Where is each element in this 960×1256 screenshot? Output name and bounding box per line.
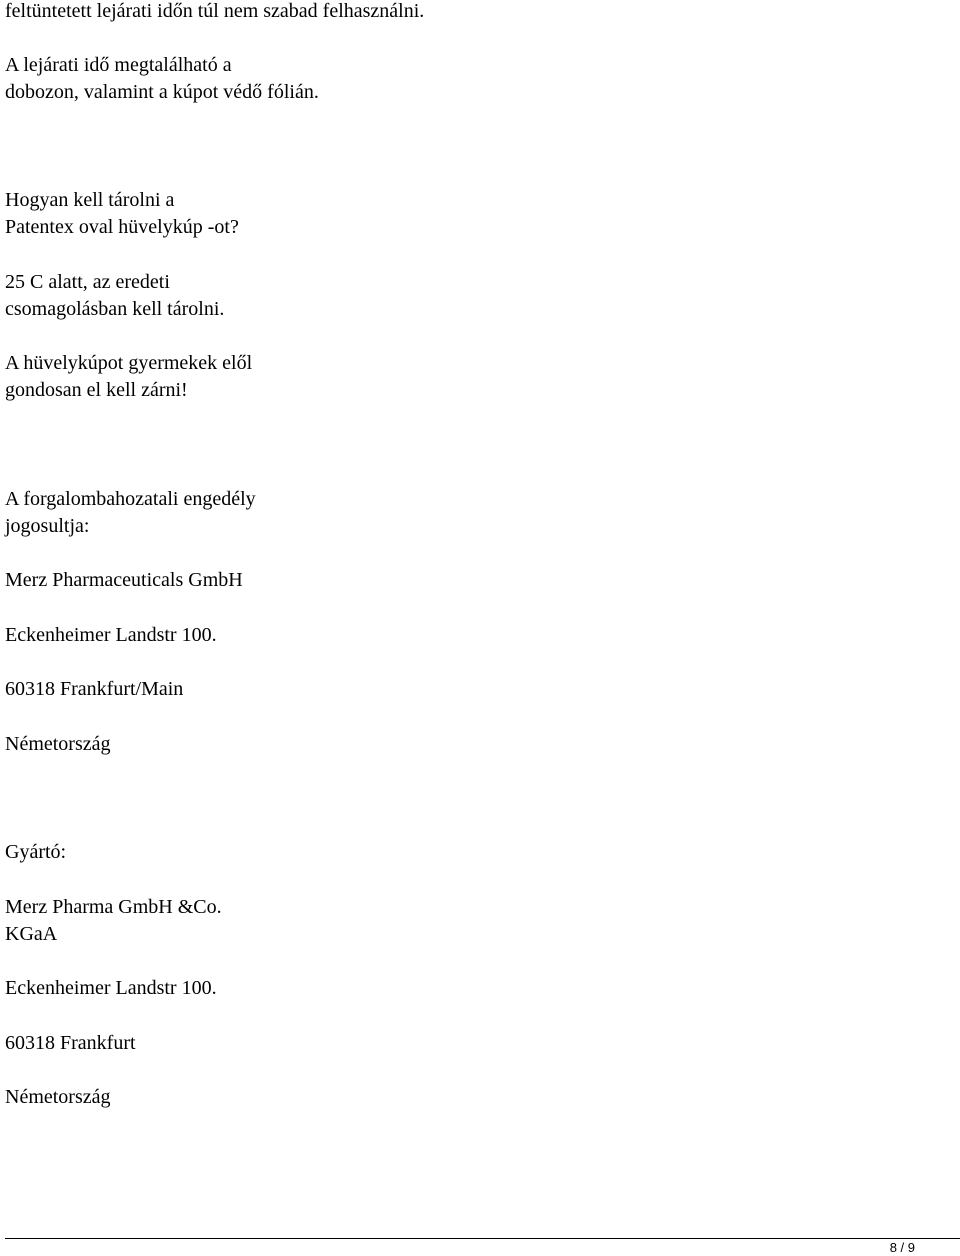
manufacturer-country: Németország: [5, 1086, 111, 1108]
mah-company-name: Merz Pharmaceuticals GmbH: [5, 569, 243, 591]
mah-street-address: Eckenheimer Landstr 100.: [5, 624, 217, 646]
text-line-storage-temp-1: 25 C alatt, az eredeti: [5, 271, 170, 293]
section-heading-storage-2: Patentex oval hüvelykúp -ot?: [5, 216, 239, 238]
footer-divider: [5, 1238, 960, 1239]
section-heading-storage-1: Hogyan kell tárolni a: [5, 189, 175, 211]
mah-country: Németország: [5, 733, 111, 755]
page-number: 8 / 9: [889, 1240, 915, 1255]
manufacturer-street-address: Eckenheimer Landstr 100.: [5, 977, 217, 999]
section-heading-mah-holder-2: jogosultja:: [5, 515, 90, 537]
manufacturer-name-1: Merz Pharma GmbH &Co.: [5, 896, 222, 918]
section-heading-manufacturer: Gyártó:: [5, 841, 67, 863]
text-line-expiry-location-1: A lejárati idő megtalálható a: [5, 54, 232, 76]
text-line-child-warning-1: A hüvelykúpot gyermekek elől: [5, 352, 253, 374]
manufacturer-name-2: KGaA: [5, 923, 58, 945]
mah-city: 60318 Frankfurt/Main: [5, 678, 184, 700]
text-line-storage-temp-2: csomagolásban kell tárolni.: [5, 298, 225, 320]
manufacturer-city: 60318 Frankfurt: [5, 1032, 136, 1054]
section-heading-mah-holder-1: A forgalombahozatali engedély: [5, 488, 256, 510]
text-line-child-warning-2: gondosan el kell zárni!: [5, 379, 188, 401]
text-line-expiry-warning: feltüntetett lejárati időn túl nem szabad felhasználni.: [5, 0, 425, 22]
text-line-expiry-location-2: dobozon, valamint a kúpot védő fólián.: [5, 81, 319, 103]
